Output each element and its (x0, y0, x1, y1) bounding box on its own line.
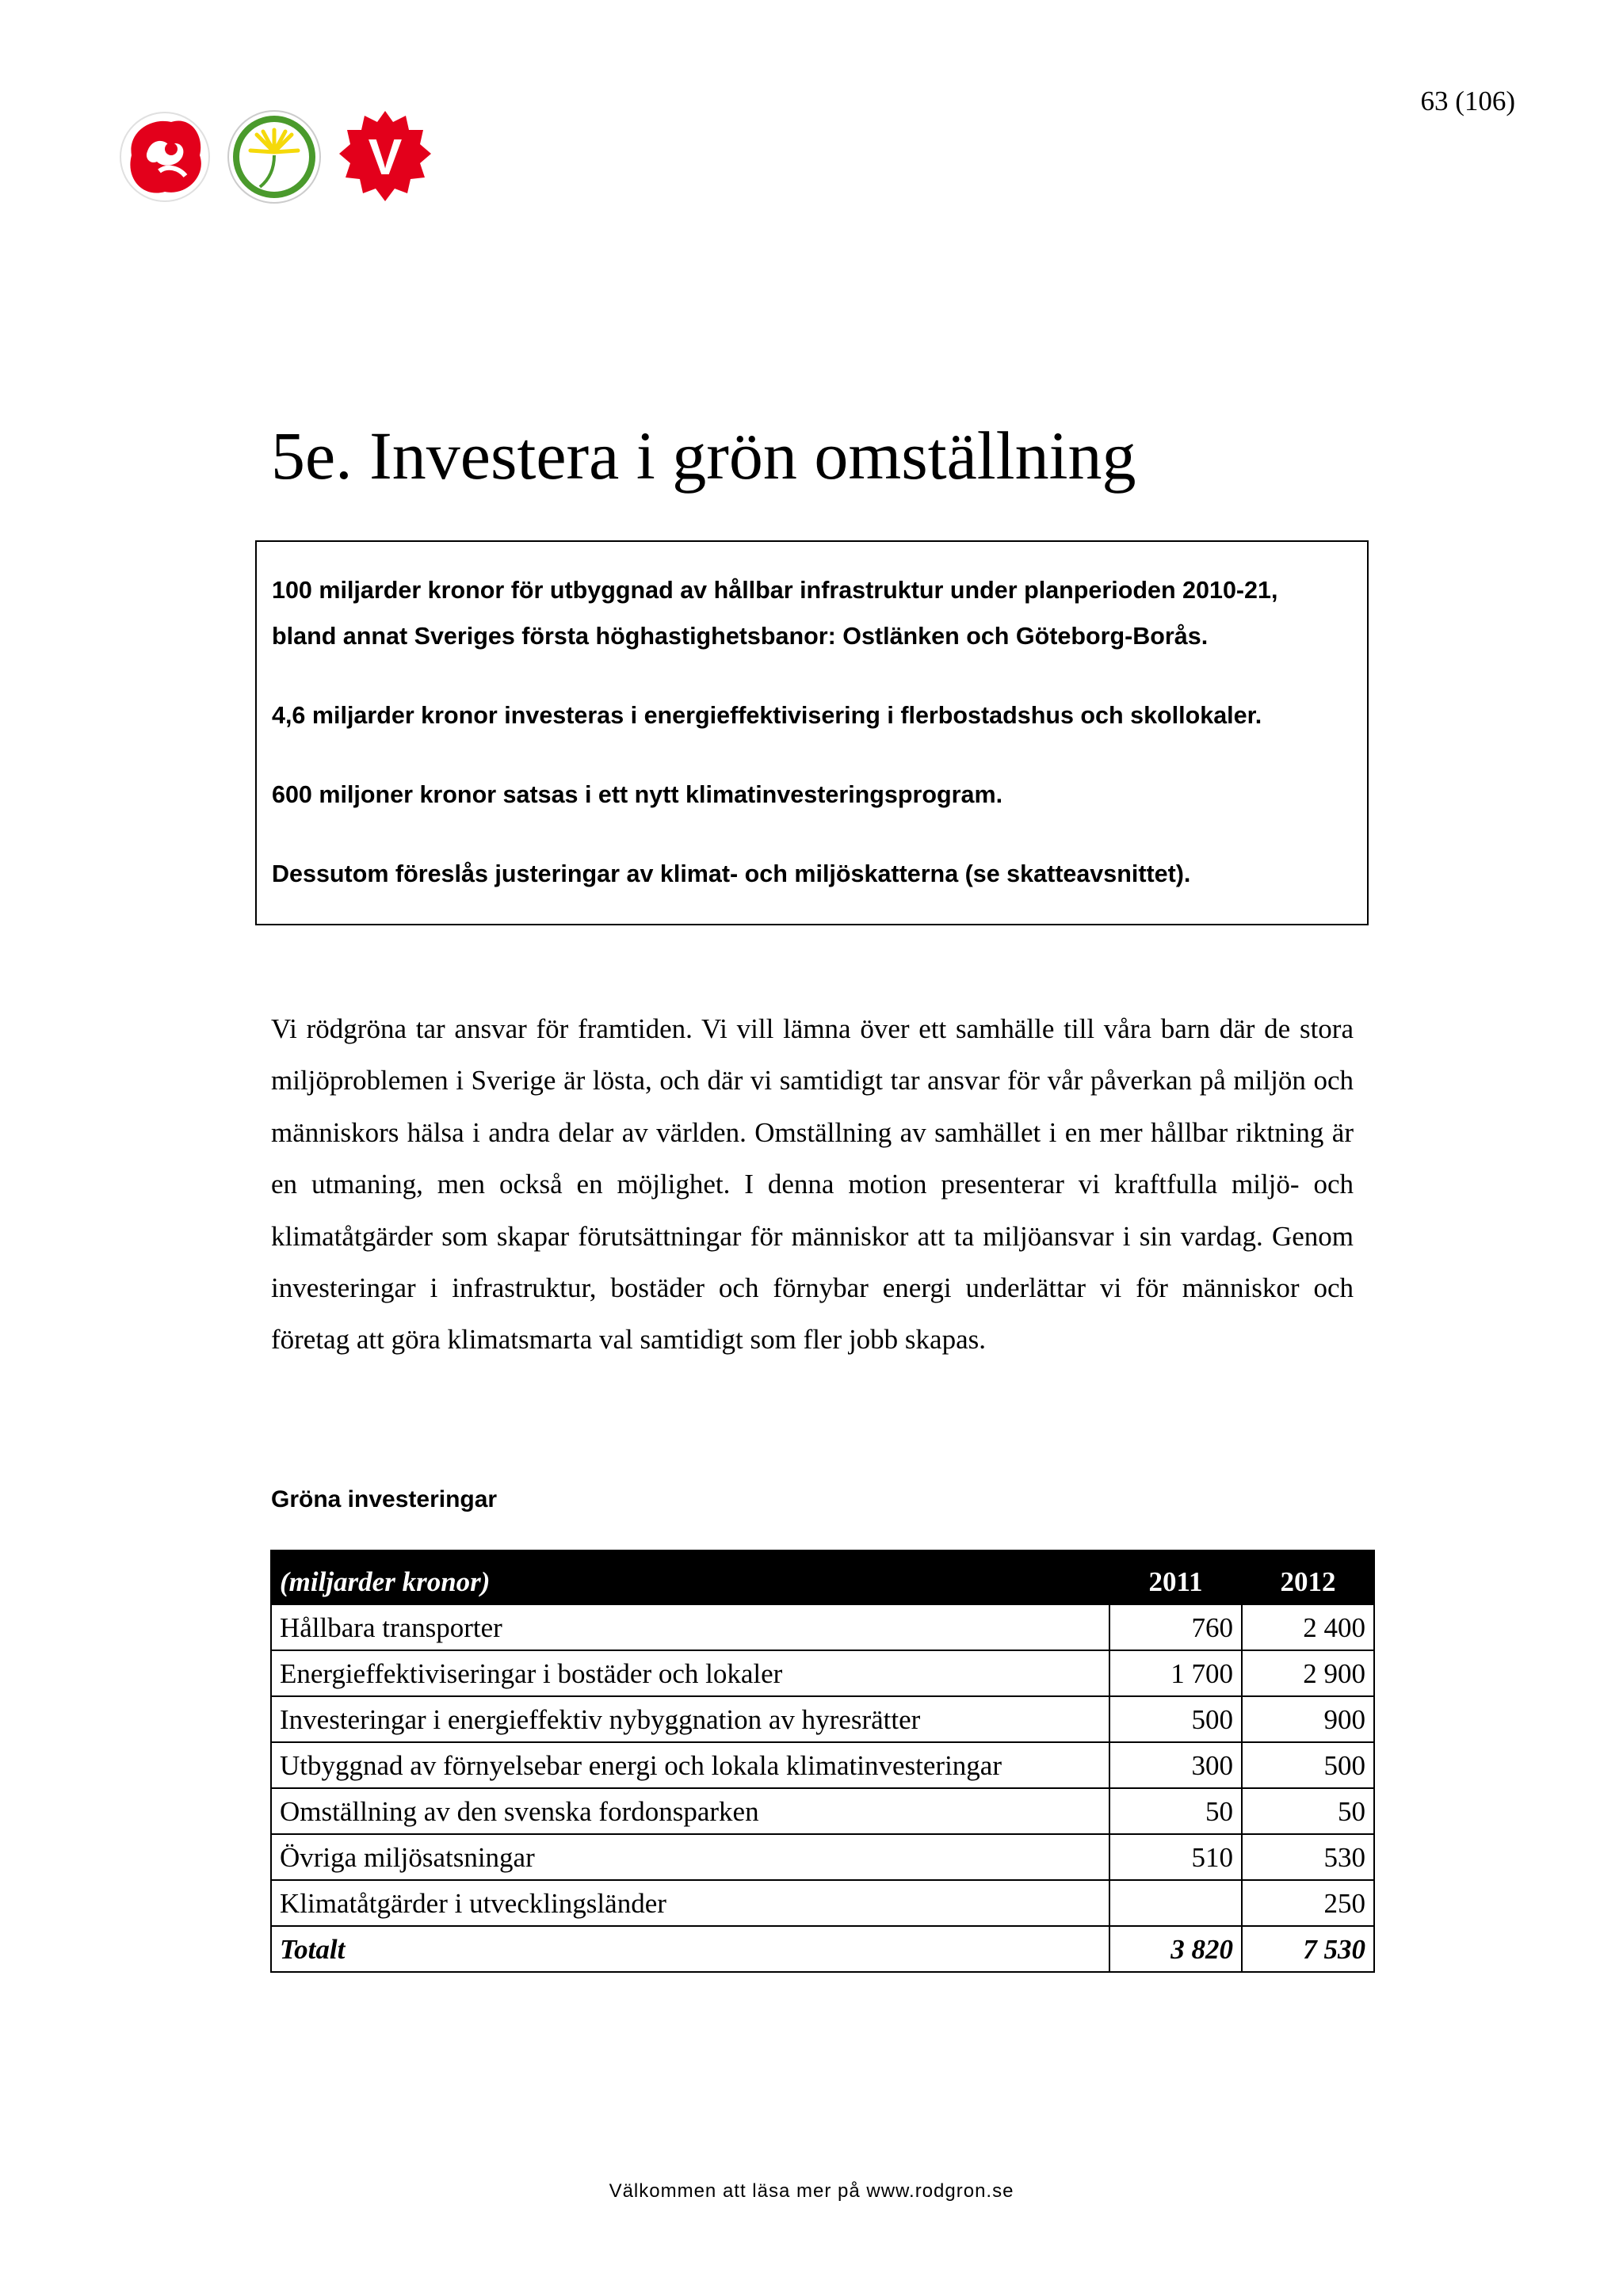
summary-box (255, 540, 1369, 925)
table-row (271, 1696, 1374, 1742)
row-value-2011: 500 (1109, 1696, 1242, 1742)
row-value-2012: 2 400 (1242, 1604, 1374, 1650)
summary-line: Dessutom föreslås justeringar av klimat- och miljöskatterna (se skatteavsnittet). (272, 860, 1191, 887)
page-title: 5e. Investera i grön omställning (271, 418, 1136, 494)
header-year-2011: 2011 (1109, 1550, 1242, 1604)
table-row (271, 1742, 1374, 1788)
row-value-2012: 2 900 (1242, 1650, 1374, 1696)
v-carnation-logo (336, 108, 434, 206)
row-label: Övriga miljösatsningar (271, 1834, 1109, 1880)
row-value-2011: 50 (1109, 1788, 1242, 1834)
rose-logo (116, 108, 214, 206)
table-row (271, 1650, 1374, 1696)
row-value-2012: 250 (1242, 1880, 1374, 1926)
row-label: Energieffektiviseringar i bostäder och lokaler (271, 1650, 1109, 1696)
row-label: Hållbara transporter (271, 1604, 1109, 1650)
table-row (271, 1788, 1374, 1834)
summary-line: 100 miljarder kronor för utbyggnad av hållbar infrastruktur under planperioden 2010-21, (272, 577, 1278, 604)
investments-table (270, 1550, 1375, 1973)
row-value-2012: 530 (1242, 1834, 1374, 1880)
dandelion-logo (225, 108, 323, 206)
footer: Välkommen att läsa mer på www.rodgron.se (609, 2180, 1014, 2202)
table-title: Gröna investeringar (271, 1486, 498, 1512)
row-label: Utbyggnad av förnyelsebar energi och lokala klimatinvesteringar (271, 1742, 1109, 1788)
table-row (271, 1880, 1374, 1926)
table-row (271, 1834, 1374, 1880)
body-paragraph: Vi rödgröna tar ansvar för framtiden. Vi vill lämna över ett samhälle till våra barn där de stora miljöproblemen i Sverige är lösta, och där vi samtidigt tar ansvar för vår påverkan på miljön och människors hälsa i andra delar av världen. Omställning av samhället i en mer hållbar riktning är en utmaning, men också en möjlighet. I denna motion presenterar vi kraftfulla miljö- och klimatåtgärder som skapar förutsättningar för människor att ta miljöansvar i sin vardag. Genom investeringar i infrastruktur, bostäder och förnybar energi underlättar vi för människor och företag att göra klimatsmarta val samtidigt som fler jobb skapas. (271, 1013, 1354, 1356)
row-value-2011: 300 (1109, 1742, 1242, 1788)
row-label: Investeringar i energieffektiv nybyggnation av hyresrätter (271, 1696, 1109, 1742)
summary-line: bland annat Sveriges första höghastighetsbanor: Ostlänken och Göteborg-Borås. (272, 623, 1209, 650)
row-label: Omställning av den svenska fordonsparken (271, 1788, 1109, 1834)
table-header-row (271, 1550, 1374, 1604)
row-value-2011: 760 (1109, 1604, 1242, 1650)
total-label: Totalt (271, 1926, 1109, 1972)
row-label: Klimatåtgärder i utvecklingsländer (271, 1880, 1109, 1926)
row-value-2011: 1 700 (1109, 1650, 1242, 1696)
table-total-row (271, 1926, 1374, 1972)
svg-text:V: V (368, 128, 403, 185)
row-value-2012: 900 (1242, 1696, 1374, 1742)
summary-line: 600 miljoner kronor satsas i ett nytt klimatinvesteringsprogram. (272, 781, 1003, 808)
header-unit: (miljarder kronor) (271, 1550, 1109, 1604)
party-logos (116, 108, 449, 211)
row-value-2012: 500 (1242, 1742, 1374, 1788)
header-year-2012: 2012 (1242, 1550, 1374, 1604)
row-value-2011: 510 (1109, 1834, 1242, 1880)
total-value-2011: 3 820 (1109, 1926, 1242, 1972)
row-value-2011 (1109, 1880, 1242, 1926)
total-value-2012: 7 530 (1242, 1926, 1374, 1972)
page-number: 63 (106) (1420, 86, 1515, 116)
row-value-2012: 50 (1242, 1788, 1374, 1834)
summary-line: 4,6 miljarder kronor investeras i energieffektivisering i flerbostadshus och skollokaler. (272, 702, 1262, 729)
table-row (271, 1604, 1374, 1650)
